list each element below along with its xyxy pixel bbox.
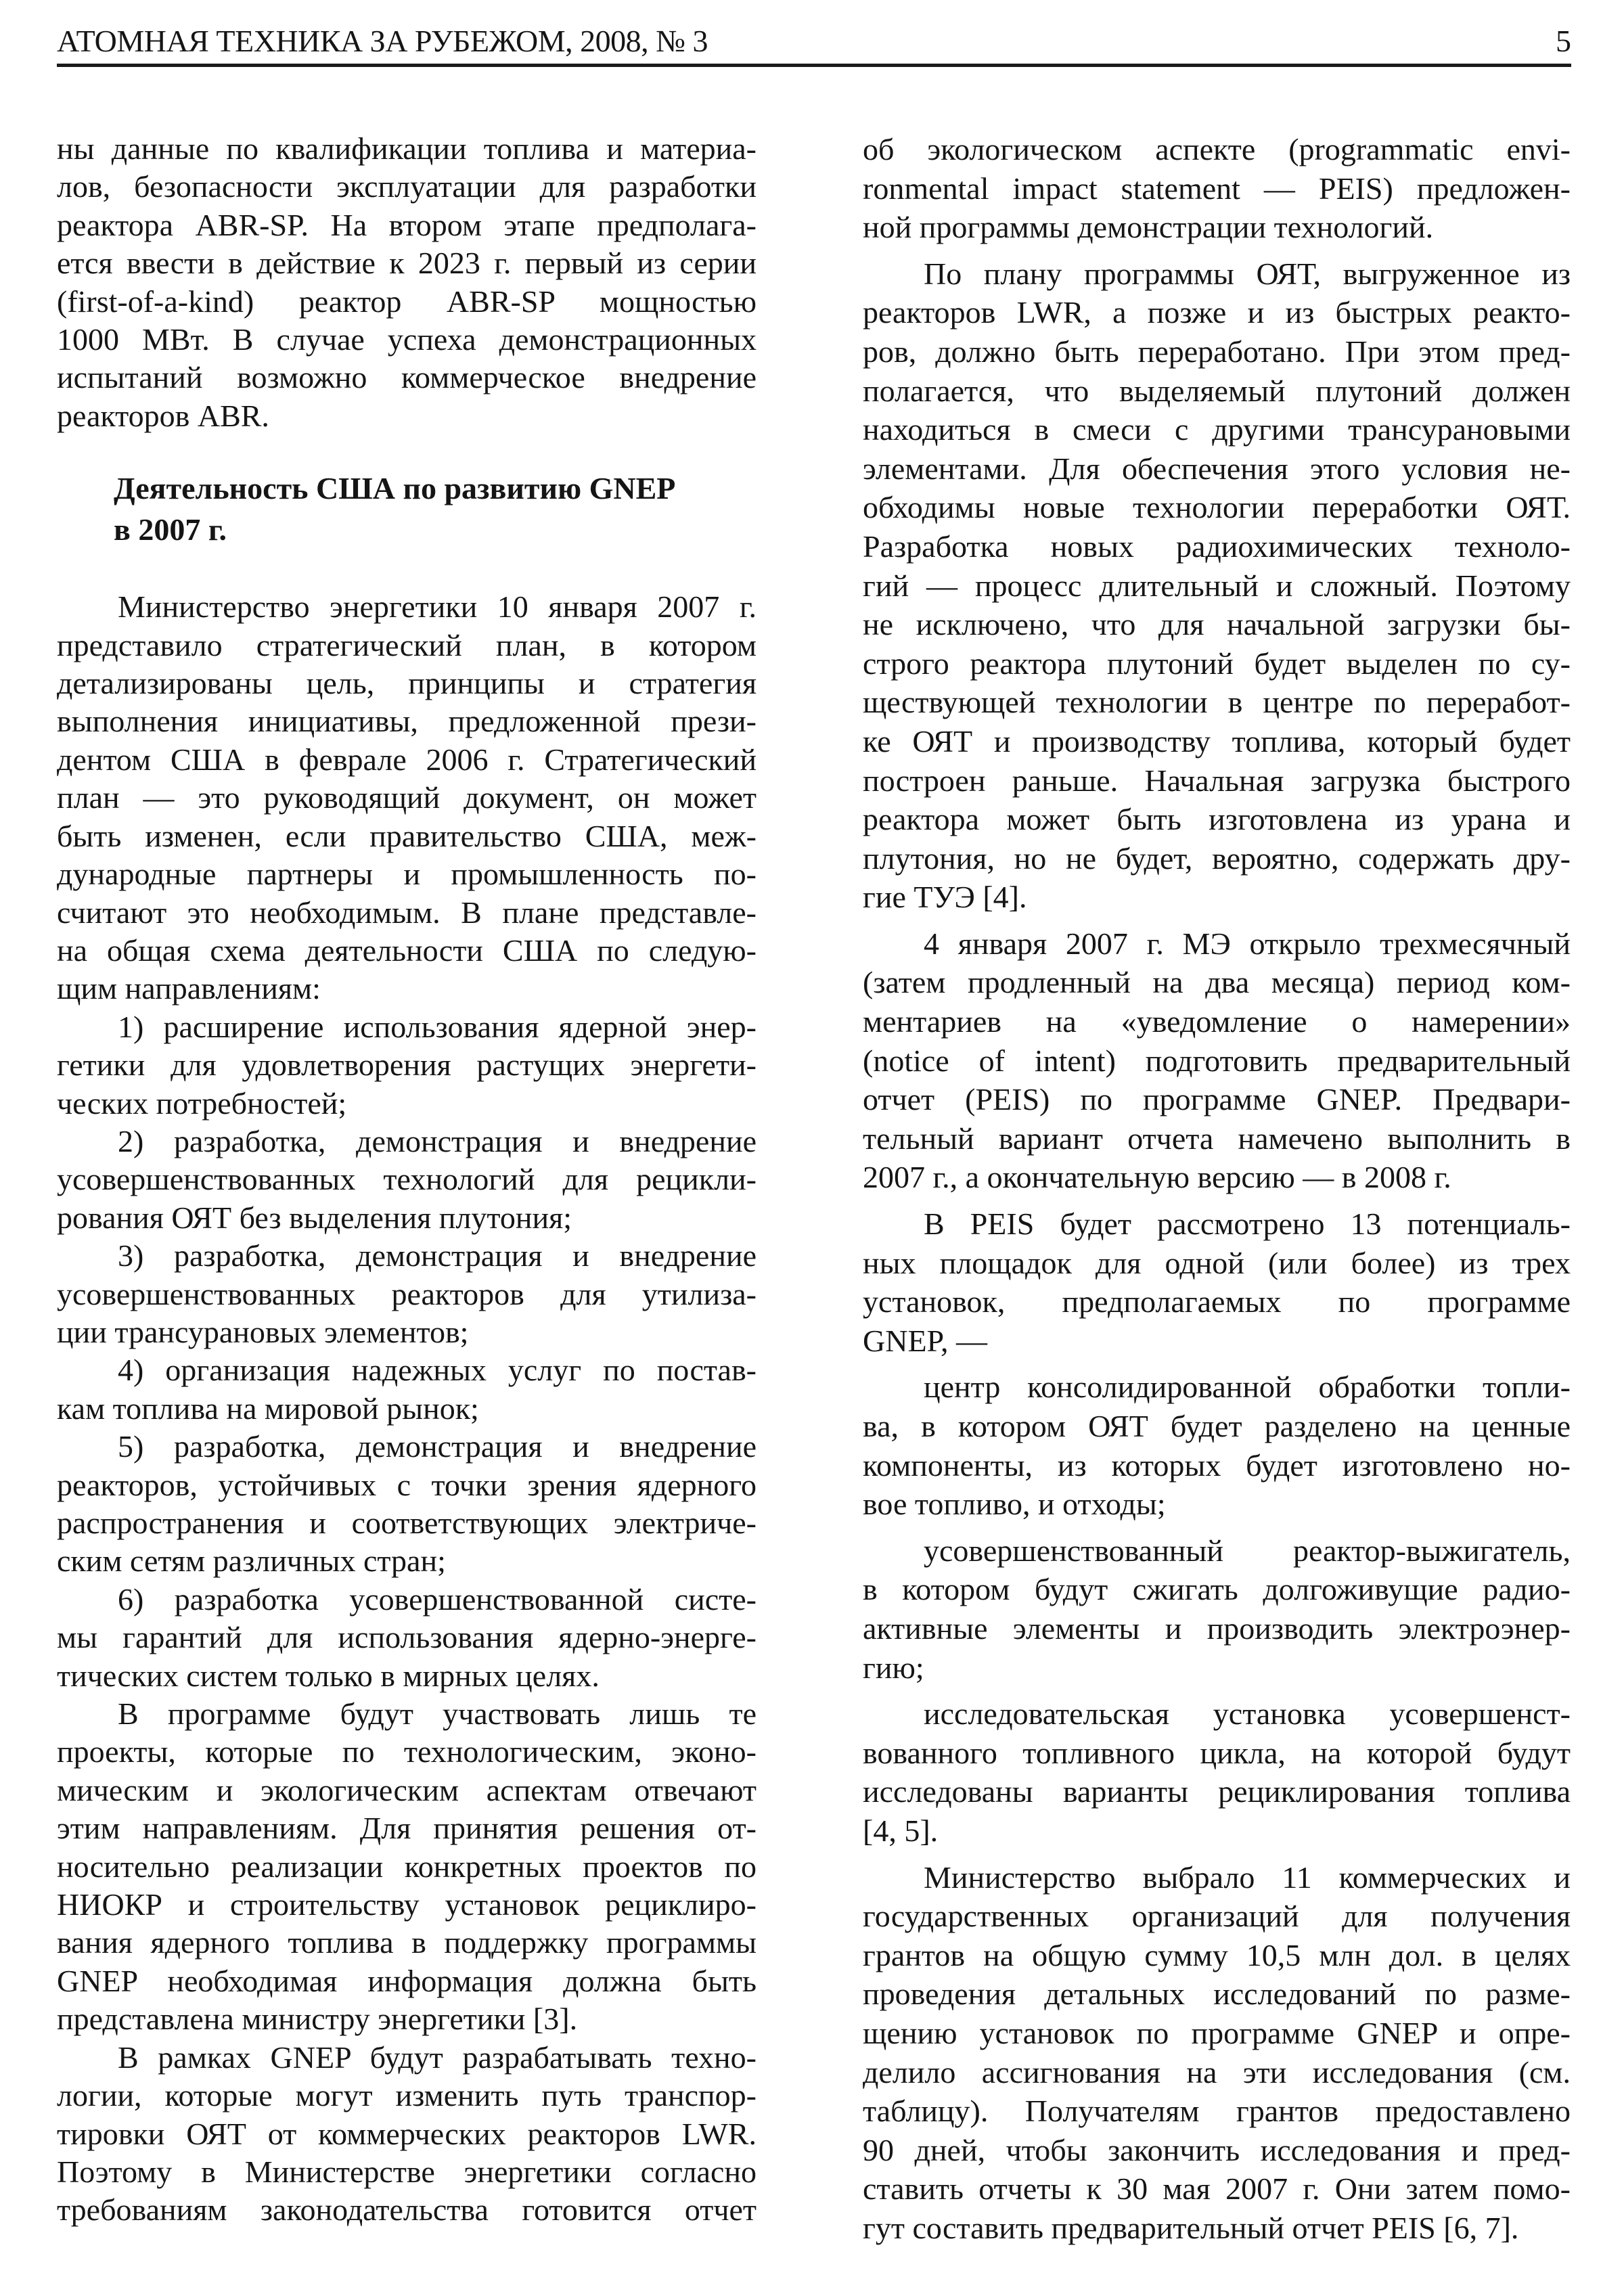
journal-title: АТОМНАЯ ТЕХНИКА ЗА РУБЕЖОМ, 2008, № 3: [57, 24, 708, 58]
text-line: вое топливо, и отходы;: [863, 1487, 1166, 1522]
text-line: центр консолидированной обработки топли-: [924, 1370, 1571, 1405]
text-line: активные элементы и производить электроэнер-: [863, 1610, 1571, 1646]
text-line: выполнения инициативы, предложенной прези-: [57, 704, 757, 739]
paragraph: [57, 1695, 757, 2039]
text-line: (затем продленный на два месяца) период ком-: [863, 965, 1571, 1000]
text-line: ров, должно быть переработано. При этом пред-: [863, 334, 1571, 369]
text-line: не исключено, что для начальной загрузки бы-: [863, 607, 1571, 642]
text-line: ческих потребностей;: [57, 1085, 347, 1121]
text-line: проекты, которые по технологическим, эконо-: [57, 1734, 757, 1769]
text-line: быть изменен, если правительство США, меж-: [57, 818, 757, 853]
paragraph: [57, 2039, 757, 2230]
text-line: тельный вариант отчета намечено выполнить в: [863, 1121, 1571, 1156]
text-line: реакторов, устойчивых с точки зрения ядерного: [57, 1467, 757, 1502]
text-line: 90 дней, чтобы закончить исследования и пред-: [863, 2132, 1571, 2167]
text-line: лов, безопасности эксплуатации для разработки: [57, 169, 757, 204]
text-line: об экологическом аспекте (programmatic envi-: [863, 132, 1571, 166]
text-line: мы гарантий для использования ядерно-энерге-: [57, 1620, 757, 1655]
text-line: на общая схема деятельности США по следую-: [57, 932, 757, 968]
text-line: в 2007 г.: [114, 512, 227, 547]
text-line: исследованы варианты рециклирования топлива: [863, 1774, 1571, 1809]
text-line: ществующей технологии в центре по переработ-: [863, 685, 1571, 720]
text-line: реактора может быть изготовлена из урана и: [863, 802, 1571, 837]
text-line: кам топлива на мировой рынок;: [57, 1391, 479, 1426]
text-line: находиться в смеси с другими трансурановыми: [863, 412, 1571, 447]
text-line: реакторов ABR.: [57, 398, 269, 433]
paragraph: [863, 1204, 1571, 1360]
paragraph: [863, 1858, 1571, 2248]
text-line: щим направлениям:: [57, 971, 321, 1006]
text-line: 6) разработка усовершенствованной систе-: [118, 1581, 757, 1617]
text-line: тических систем только в мирных целях.: [57, 1658, 600, 1693]
text-line: логии, которые могут изменить путь транспор-: [57, 2078, 757, 2113]
text-line: ной программы демонстрации технологий.: [863, 210, 1434, 245]
text-line: тировки ОЯТ от коммерческих реакторов LWR.: [57, 2116, 757, 2151]
paragraph: [57, 130, 757, 435]
text-line: Министерство энергетики 10 января 2007 г.: [118, 589, 757, 625]
text-line: GNEP необходимая информация должна быть: [57, 1963, 757, 1998]
text-line: этим направлениям. Для принятия решения от-: [57, 1811, 757, 1846]
text-line: требованиям законодательства готовится отчет: [57, 2192, 757, 2228]
text-line: дународные партнеры и промышленность по-: [57, 857, 757, 892]
text-line: строго реактора плутоний будет выделен по су-: [863, 646, 1571, 681]
text-line: носительно реализации конкретных проектов по: [57, 1849, 757, 1884]
text-line: гетики для удовлетворения растущих энергети-: [57, 1047, 757, 1083]
paragraph: [863, 254, 1571, 917]
paragraph: [863, 924, 1571, 1197]
text-line: план — это руководящий документ, он может: [57, 780, 757, 815]
text-line: вованного топливного цикла, на которой будут: [863, 1735, 1571, 1770]
text-line: установок, предполагаемых по программе: [863, 1284, 1571, 1319]
paragraph: [57, 1428, 757, 1581]
header-rule: [57, 64, 1571, 67]
text-line: 4) организация надежных услуг по постав-: [118, 1353, 757, 1388]
text-line: гут составить предварительный отчет PEIS [6, 7].: [863, 2210, 1519, 2245]
text-line: ва, в котором ОЯТ будет разделено на ценные: [863, 1409, 1571, 1443]
text-line: мическим и экологическим аспектам отвечают: [57, 1772, 757, 1807]
text-line: представило стратегический план, в котором: [57, 627, 757, 662]
text-line: представлена министру энергетики [3].: [57, 2002, 578, 2037]
text-line: усовершенствованных реакторов для утилиза-: [57, 1276, 757, 1311]
running-header: [57, 19, 1571, 64]
text-line: государственных организаций для получения: [863, 1899, 1571, 1934]
paragraph: [57, 588, 757, 1008]
text-line: вания ядерного топлива в поддержку программы: [57, 1925, 757, 1960]
text-line: рования ОЯТ без выделения плутония;: [57, 1200, 572, 1235]
text-line: распространения и соответствующих электриче-: [57, 1506, 757, 1540]
text-line: 1000 МВт. В случае успеха демонстрационных: [57, 322, 757, 357]
text-line: По плану программы ОЯТ, выгруженное из: [924, 256, 1571, 291]
paragraph: [57, 1581, 757, 1695]
paragraph: [863, 130, 1571, 247]
right-column: [863, 130, 1571, 2247]
text-line: Разработка новых радиохимических техноло-: [863, 528, 1571, 564]
page-number: 5: [1556, 24, 1571, 58]
text-line: ны данные по квалификации топлива и материа-: [57, 131, 757, 166]
text-line: плутония, но не будет, вероятно, содержать дру-: [863, 840, 1571, 876]
paragraph: [863, 1368, 1571, 1523]
text-line: в котором будут сжигать долгоживущие радио-: [863, 1572, 1571, 1607]
paragraph: [863, 1694, 1571, 1850]
text-line: детализированы цель, принципы и стратегия: [57, 666, 757, 701]
text-line: Министерство выбрало 11 коммерческих и: [924, 1859, 1571, 1895]
text-line: построен раньше. Начальная загрузка быстрого: [863, 763, 1571, 798]
text-line: 1) расширение использования ядерной энер-: [118, 1009, 757, 1044]
text-line: щению установок по программе GNEP и опре-: [863, 2015, 1571, 2050]
text-line: В рамках GNEP будут разрабатывать техно-: [118, 2039, 757, 2075]
paragraph: [57, 1123, 757, 1237]
paragraph: [57, 1351, 757, 1428]
text-line: элементами. Для обеспечения этого условия не-: [863, 451, 1571, 486]
text-line: усовершенствованных технологий для рецикли-: [57, 1162, 757, 1197]
text-line: 3) разработка, демонстрация и внедрение: [118, 1238, 757, 1273]
text-line: реакторов LWR, а позже и из быстрых реакто-: [863, 295, 1571, 330]
text-line: ментариев на «уведомление о намерении»: [863, 1004, 1571, 1039]
paragraph: [863, 1531, 1571, 1687]
text-line: исследовательская установка усовершенст-: [924, 1696, 1571, 1732]
text-line: GNEP, —: [863, 1323, 988, 1358]
text-line: реактора ABR-SP. На втором этапе предполага-: [57, 207, 757, 242]
text-line: Поэтому в Министерстве энергетики согласно: [57, 2154, 757, 2189]
text-line: 2) разработка, демонстрация и внедрение: [118, 1123, 757, 1158]
text-line: ных площадок для одной (или более) из трех: [863, 1245, 1571, 1280]
text-line: проведения детальных исследований по разме-: [863, 1977, 1571, 2012]
text-line: ским сетям различных стран;: [57, 1543, 446, 1579]
text-line: гие ТУЭ [4].: [863, 880, 1027, 915]
text-line: отчет (PEIS) по программе GNEP. Предвари-: [863, 1082, 1571, 1117]
text-line: (notice of intent) подготовить предварительный: [863, 1043, 1571, 1078]
text-line: дентом США в феврале 2006 г. Стратегический: [57, 742, 757, 777]
text-line: 5) разработка, демонстрация и внедрение: [118, 1429, 757, 1464]
text-line: гию;: [863, 1650, 924, 1685]
text-line: гий — процесс длительный и сложный. Поэтому: [863, 568, 1571, 603]
text-line: ке ОЯТ и производству топлива, который будет: [863, 723, 1571, 759]
text-line: полагается, что выделяемый плутоний должен: [863, 373, 1571, 408]
text-line: НИОКР и строительству установок рециклиро-: [57, 1887, 757, 1922]
text-line: [4, 5].: [863, 1813, 939, 1848]
text-line: грантов на общую сумму 10,5 млн дол. в целях: [863, 1937, 1571, 1972]
text-line: считают это необходимым. В плане представле-: [57, 895, 757, 930]
text-line: (first-of-a-kind) реактор ABR-SP мощностью: [57, 284, 757, 319]
text-line: 2007 г., а окончательную версию — в 2008 г.: [863, 1160, 1451, 1195]
text-line: В PEIS будет рассмотрено 13 потенциаль-: [924, 1206, 1571, 1242]
text-line: делило ассигнования на эти исследования (см.: [863, 2054, 1571, 2090]
text-line: ции трансурановых элементов;: [57, 1314, 469, 1349]
text-line: ется ввести в действие к 2023 г. первый из серии: [57, 246, 757, 281]
text-line: обходимы новые технологии переработки ОЯТ.: [863, 490, 1571, 525]
paragraph: [57, 1008, 757, 1123]
text-line: В программе будут участвовать лишь те: [118, 1696, 757, 1732]
left-column: [57, 130, 757, 2230]
text-line: Деятельность США по развитию GNEP: [114, 471, 676, 506]
text-line: 4 января 2007 г. МЭ открыло трехмесячный: [924, 926, 1571, 961]
text-line: усовершенствованный реактор-выжигатель,: [924, 1533, 1571, 1568]
section-heading: [57, 468, 757, 550]
text-line: ставить отчеты к 30 мая 2007 г. Они затем помо-: [863, 2171, 1571, 2207]
text-line: испытаний возможно коммерческое внедрение: [57, 360, 757, 395]
text-line: таблицу). Получателям грантов предоставлено: [863, 2094, 1571, 2129]
text-line: компоненты, из которых будет изготовлено но-: [863, 1447, 1571, 1483]
paragraph: [57, 1237, 757, 1351]
text-line: ronmental impact statement — PEIS) предложен-: [863, 171, 1571, 206]
